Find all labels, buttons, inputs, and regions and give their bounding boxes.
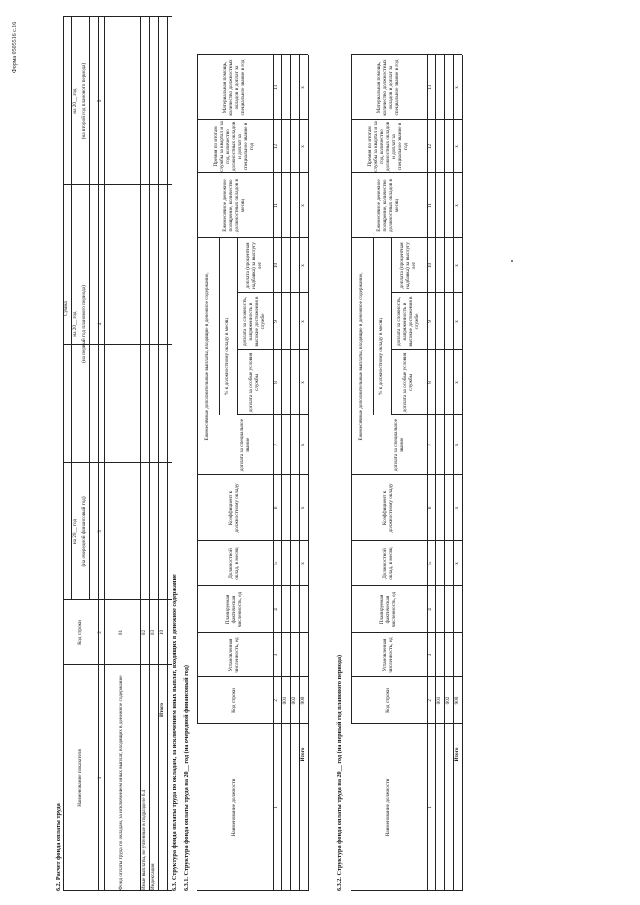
column-number: 8: [427, 381, 434, 384]
not-applicable-mark: x: [299, 506, 306, 510]
not-applicable-mark: x: [453, 443, 460, 447]
column-number: 3: [427, 653, 434, 657]
not-applicable-mark: x: [453, 264, 460, 267]
column-number: 5: [427, 562, 434, 565]
not-applicable-mark: x: [453, 145, 460, 148]
header-aid: Материальная помощь, количество должностных окладов и доплат за специальное звание в год: [376, 59, 400, 116]
column-number: 7: [273, 443, 280, 447]
row-code: 01: [118, 629, 125, 636]
row-code: 002: [444, 696, 451, 705]
row-code: 900: [299, 696, 306, 705]
column-number: 8: [273, 381, 280, 384]
column-number: 3: [273, 653, 280, 657]
total-label: Итого: [158, 703, 165, 717]
rule-line: [308, 55, 309, 891]
column-number: 10: [427, 262, 434, 269]
header-indicator: Наименование показателя: [76, 749, 83, 807]
rule-line: [444, 55, 445, 891]
header-secrecy: доплата за сложность, напряженность и высокие достижения в службе: [396, 296, 420, 347]
header-special-rank: доплата за специальное звание: [393, 418, 405, 472]
header-position: Наименование должности: [231, 778, 238, 837]
rule-line: [89, 17, 90, 600]
header-salary: Должностной оклад, в месяц: [382, 547, 394, 580]
header-longevity: доплата (процентная надбавка) за выслугу лет: [399, 242, 417, 289]
column-number: 12: [273, 143, 280, 150]
total-label: Итого: [299, 747, 306, 762]
header-planned: Планируемая фактическая численность, ед: [225, 591, 243, 628]
header-code: Код строки: [76, 620, 83, 645]
column-number: 2: [97, 631, 104, 634]
header-planned: Планируемая фактическая численность, ед: [379, 591, 397, 628]
column-number: 4: [427, 608, 434, 611]
not-applicable-mark: x: [453, 320, 460, 323]
column-number: 11: [427, 203, 434, 208]
header-established: Установленная численность, ед: [228, 637, 240, 673]
section-62-title: 6.2. Расчет фонда оплаты труда: [55, 803, 62, 891]
column-number: 10: [273, 262, 280, 269]
header-coef: Коэффициент к должностному окладу: [228, 483, 240, 533]
header-code: Код строки: [385, 688, 392, 713]
scan-speck: [511, 260, 513, 262]
table-632-title: 6.3.2. Структура фонда оплаты труда на 20__ год (на первый год планового периода): [336, 654, 343, 891]
column-number: 12: [427, 143, 434, 150]
row-name: Иные выплаты, не учтенные в подразделе 6.4: [140, 789, 147, 890]
header-year-1: на 20__ год: [71, 518, 78, 545]
form-number: Форма 0505516 с.16: [12, 21, 18, 73]
row-name: Индексация: [149, 863, 156, 890]
rule-line: [290, 55, 291, 891]
not-applicable-mark: x: [453, 86, 460, 89]
column-number: 13: [273, 84, 280, 91]
not-applicable-mark: x: [453, 562, 460, 565]
header-monthly-group: Ежемесячные дополнительные выплаты, входящие в денежное содержание,: [204, 272, 211, 441]
column-number: 6: [273, 506, 280, 510]
section-63-title: 6.3. Структура фонда оплаты труда по окладам, за исключением иных выплат, входящих в денежное содержание: [171, 574, 178, 891]
rule-line: [435, 55, 436, 891]
column-number: 9: [273, 320, 280, 323]
row-code: 001: [281, 696, 288, 705]
header-bonus: Премия по итогам службы за квартал и за год, количество должностных окладов и доплат за специальное звание в год: [367, 121, 409, 172]
header-monthly-group: Ежемесячные дополнительные выплаты, входящие в денежное содержание,: [358, 272, 365, 441]
rule-line: [462, 55, 463, 891]
rule-line: [158, 17, 159, 891]
column-number: 11: [273, 203, 280, 208]
column-number: 6: [427, 506, 434, 510]
header-encouragement: Ежемесячное денежное поощрение, количество должностных окладов в месяц: [222, 179, 246, 232]
not-applicable-mark: x: [299, 562, 306, 565]
column-number: 5: [97, 99, 104, 103]
column-number: 1: [97, 776, 104, 780]
header-salary: Должностной оклад, в месяц: [228, 547, 240, 580]
rule-line: [71, 184, 172, 185]
not-applicable-mark: x: [299, 320, 306, 323]
header-position: Наименование должности: [385, 778, 392, 837]
column-number: 2: [427, 699, 434, 702]
not-applicable-mark: x: [299, 264, 306, 267]
column-number: 5: [273, 562, 280, 565]
header-percent: % к должностному окладу в месяц: [224, 318, 231, 395]
not-applicable-mark: x: [453, 204, 460, 207]
header-bonus: Премия по итогам службы за квартал и за год, количество должностных окладов и доплат за специальное звание в год: [213, 121, 255, 172]
not-applicable-mark: x: [299, 145, 306, 148]
column-number: 7: [427, 443, 434, 447]
column-number: 1: [427, 806, 434, 809]
header-encouragement: Ежемесячное денежное поощрение, количество должностных окладов в месяц: [376, 179, 400, 232]
header-secrecy: доплата за сложность, напряженность и высокие достижения в службе: [242, 296, 266, 347]
header-year-3: на 20__ год: [71, 88, 78, 114]
header-longevity: доплата (процентная надбавка) за выслугу лет: [245, 242, 263, 289]
header-special-conditions: доплата за особые условия службы: [248, 352, 260, 413]
header-percent: % к должностному окладу в месяц: [378, 318, 385, 395]
row-code: 002: [290, 696, 297, 705]
header-sum: Сумма: [63, 301, 70, 316]
header-aid: Материальная помощь, количество должностных окладов и доплат за специальное звание в год: [222, 59, 246, 116]
rule-line: [71, 462, 172, 463]
header-code: Код строки: [231, 688, 238, 713]
total-code: 10: [158, 629, 165, 636]
column-number: 4: [97, 322, 104, 326]
header-special-conditions: доплата за особые условия службы: [402, 352, 414, 413]
total-label: Итого: [453, 747, 460, 762]
header-established: Установленная численность, ед: [382, 637, 394, 673]
header-year-2: на 20__ год: [71, 311, 78, 337]
rule-line: [167, 17, 168, 891]
column-number: 2: [273, 699, 280, 702]
header-coef: Коэффициент к должностному окладу: [382, 483, 394, 533]
not-applicable-mark: x: [453, 381, 460, 384]
not-applicable-mark: x: [299, 204, 306, 207]
column-number: 1: [273, 806, 280, 809]
not-applicable-mark: x: [299, 443, 306, 447]
not-applicable-mark: x: [299, 381, 306, 384]
header-year-3-desc: (на второй год планового периода): [80, 62, 87, 140]
row-code: 02: [140, 629, 147, 636]
rule-line: [281, 55, 282, 891]
header-year-1-desc: (на очередной финансовый год): [80, 496, 87, 567]
not-applicable-mark: x: [453, 506, 460, 510]
not-applicable-mark: x: [299, 86, 306, 89]
column-number: 4: [273, 608, 280, 611]
table-631-title: 6.3.1. Структура фонда оплаты труда на 20__ год (на очередной финансовый год): [183, 665, 190, 891]
column-number: 9: [427, 320, 434, 323]
header-special-rank: доплата за специальное звание: [239, 418, 251, 472]
row-name: Фонд оплаты труда по окладам, за исключением иных выплат, входящих в денежное содержание: [118, 675, 125, 890]
header-year-2-desc: (на первый год планового периода): [80, 285, 87, 363]
row-code: 03: [149, 629, 156, 636]
column-number: 13: [427, 84, 434, 91]
row-code: 900: [453, 696, 460, 705]
row-code: 001: [435, 696, 442, 705]
column-number: 3: [97, 530, 104, 533]
